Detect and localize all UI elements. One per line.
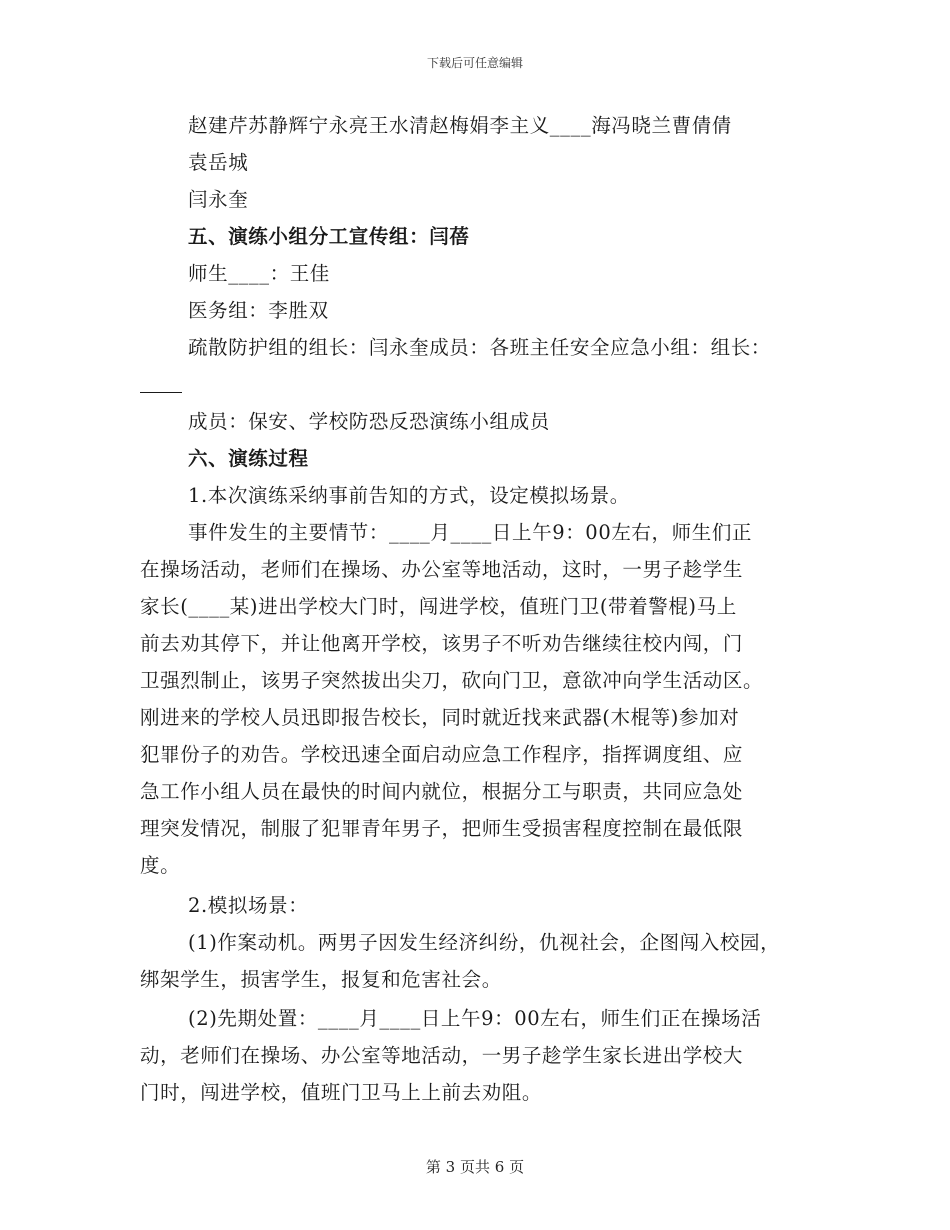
- paragraph-line: 家长(____某)进出学校大门时，闯进学校，值班门卫(带着警棍)马上: [140, 595, 737, 618]
- page-footer: 第 3 页共 6 页: [425, 1158, 525, 1176]
- paragraph-line: 动，老师们在操场、办公室等地活动，一男子趁学生家长进出学校大: [140, 1044, 744, 1067]
- paragraph-line: 绑架学生，损害学生，报复和危害社会。: [140, 968, 502, 991]
- paragraph-line: 门时，闯进学校，值班门卫马上上前去劝阻。: [140, 1081, 543, 1104]
- body-line: 2.模拟场景：: [188, 894, 309, 917]
- section-heading-6: 六、演练过程: [188, 447, 309, 470]
- body-line: 1.本次演练采纳事前告知的方式，设定模拟场景。: [188, 484, 630, 507]
- paragraph-line: 急工作小组人员在最快的时间内就位，根据分工与职责，共同应急处: [140, 780, 744, 803]
- paragraph-line: 事件发生的主要情节：____月____日上午9：00左右，师生们正: [188, 521, 753, 544]
- paragraph-line: (1)作案动机。两男子因发生经济纠纷，仇视社会，企图闯入校园，: [188, 931, 781, 954]
- name-list-line: 赵建芹苏静辉宁永亮王水清赵梅娟李主义____海冯晓兰曹倩倩: [188, 114, 732, 137]
- paragraph-line: 前去劝其停下，并让他离开学校，该男子不听劝告继续往校内闯，门: [140, 632, 744, 655]
- paragraph-line: 犯罪份子的劝告。学校迅速全面启动应急工作程序，指挥调度组、应: [140, 743, 744, 766]
- section-heading-5: 五、演练小组分工宣传组：闫蓓: [188, 225, 470, 248]
- fill-in-blank: [140, 392, 182, 393]
- paragraph-line: (2)先期处置：____月____日上午9：00左右，师生们正在操场活: [188, 1007, 762, 1030]
- paragraph-line: 理突发情况，制服了犯罪青年男子，把师生受损害程度控制在最低限: [140, 817, 744, 840]
- name-list-line: 袁岳城: [188, 151, 249, 174]
- body-line: 成员：保安、学校防恐反恐演练小组成员: [188, 410, 550, 433]
- body-line: 医务组：李胜双: [188, 299, 329, 322]
- page-header: 下载后可任意编辑: [426, 56, 523, 70]
- name-list-line: 闫永奎: [188, 188, 249, 211]
- blank-line: [140, 373, 184, 397]
- paragraph-line: 度。: [140, 854, 181, 877]
- paragraph-line: 刚进来的学校人员迅即报告校长，同时就近找来武器(木棍等)参加对: [140, 706, 740, 729]
- paragraph-line: 在操场活动，老师们在操场、办公室等地活动，这时，一男子趁学生: [140, 558, 744, 581]
- body-line: 师生____：王佳: [188, 262, 330, 285]
- body-line: 疏散防护组的组长：闫永奎成员：各班主任安全应急小组：组长：: [188, 336, 771, 359]
- paragraph-line: 卫强烈制止，该男子突然拔出尖刀，砍向门卫，意欲冲向学生活动区。: [140, 669, 764, 692]
